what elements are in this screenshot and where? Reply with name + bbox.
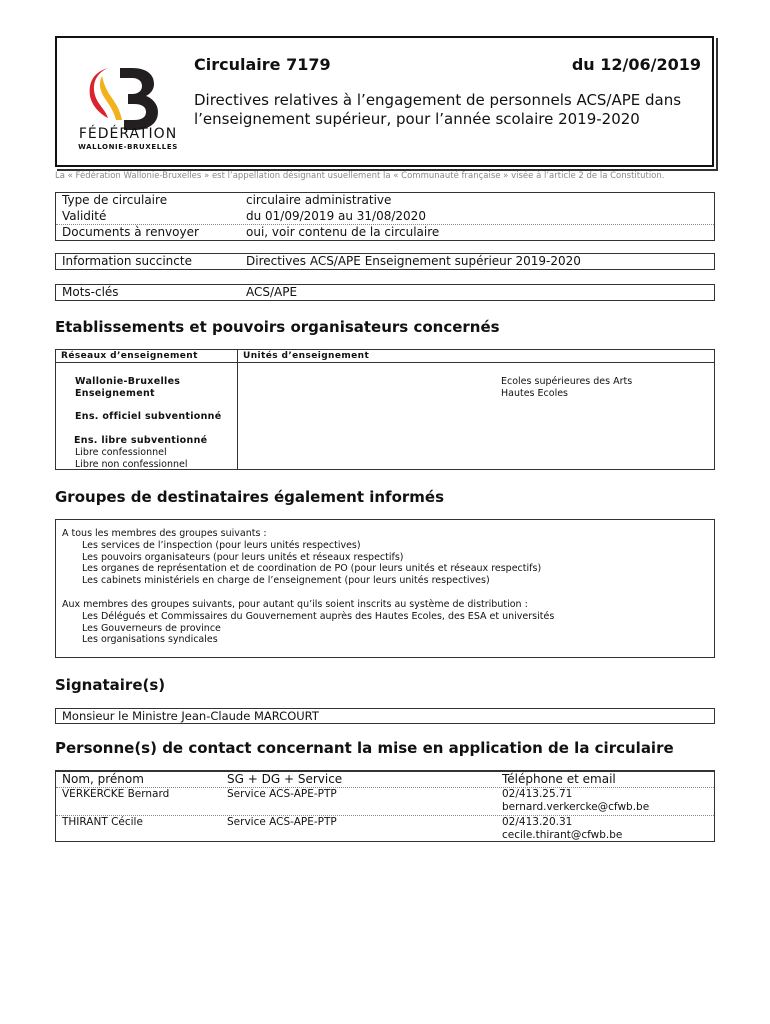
groups-item: Les services de l’inspection (pour leurs unités respectives) [82, 540, 361, 551]
logo-federation-text: FÉDÉRATION [78, 126, 178, 142]
info-label: Mots-clés [62, 285, 119, 299]
logo-wallonie-bruxelles-text: WALLONIE-BRUXELLES [78, 143, 178, 151]
info-row-keywords [56, 285, 714, 300]
info-label: Validité [62, 209, 107, 223]
info-value: oui, voir contenu de la circulaire [246, 225, 440, 239]
keywords-table [55, 284, 715, 301]
groups-item: Les pouvoirs organisateurs (pour leurs unités et réseaux respectifs) [82, 552, 404, 563]
circular-title: Directives relatives à l’engagement de personnels ACS/APE dans l’enseignement supérieur, pour l’année scolaire 2019-2020 [194, 91, 682, 128]
groups-intro-2: Aux membres des groupes suivants, pour autant qu’ils soient inscrits au système de distribution : [62, 599, 528, 610]
info-label: Information succincte [62, 254, 192, 268]
info-value: ACS/APE [246, 285, 298, 299]
establishments-title: Etablissements et pouvoirs organisateurs concernés [55, 318, 500, 336]
groups-item: Les organes de représentation et de coordination de PO (pour leurs unités et réseaux respectifs) [82, 563, 542, 574]
signatory-title: Signataire(s) [55, 676, 166, 694]
contact-phone: 02/413.25.71 [502, 788, 573, 800]
info-value: Directives ACS/APE Enseignement supérieur 2019-2020 [246, 254, 581, 268]
table-header-line [56, 362, 714, 363]
contacts-title: Personne(s) de contact concernant la mise en application de la circulaire [55, 739, 674, 757]
info-row-validity [56, 209, 714, 225]
info-row-summary [56, 254, 714, 269]
contact-phone: 02/413.20.31 [502, 816, 573, 828]
info-row-type [56, 193, 714, 209]
col-networks-header: Réseaux d’enseignement [61, 351, 198, 361]
info-value: du 01/09/2019 au 31/08/2020 [246, 209, 426, 223]
network-wb-line1: Wallonie-Bruxelles [75, 376, 181, 387]
info-value: circulaire administrative [246, 193, 392, 207]
network-wb-line2: Enseignement [75, 388, 155, 399]
groups-intro-1: A tous les membres des groupes suivants : [62, 528, 267, 539]
network-official: Ens. officiel subventionné [75, 411, 222, 422]
col-name-header: Nom, prénom [62, 772, 144, 786]
col-service-header: SG + DG + Service [227, 772, 343, 786]
network-free-confessional: Libre confessionnel [75, 447, 167, 458]
network-free-nonconfessional: Libre non confessionnel [75, 459, 188, 470]
groups-item: Les Gouverneurs de province [82, 623, 221, 634]
info-label: Type de circulaire [62, 193, 168, 207]
contact-email[interactable]: cecile.thirant@cfwb.be [502, 829, 623, 841]
summary-table [55, 253, 715, 270]
info-label: Documents à renvoyer [62, 225, 199, 239]
network-free: Ens. libre subventionné [74, 435, 208, 446]
table-row-separator [56, 815, 714, 816]
unit-arts: Ecoles supérieures des Arts [501, 376, 633, 387]
signatory-name: Monsieur le Ministre Jean-Claude MARCOURT [55, 708, 715, 724]
circular-number: Circulaire 7179 [194, 55, 331, 74]
col-phone-header: Téléphone et email [502, 772, 616, 786]
contact-service: Service ACS-APE-PTP [227, 788, 337, 800]
groups-item: Les Délégués et Commissaires du Gouvernement auprès des Hautes Ecoles, des ESA et universités [82, 611, 555, 622]
groups-item: Les organisations syndicales [82, 634, 218, 645]
contact-name: THIRANT Cécile [62, 816, 143, 828]
table-divider [237, 349, 238, 470]
info-table [55, 192, 715, 241]
contact-service: Service ACS-APE-PTP [227, 816, 337, 828]
info-row-documents [56, 225, 714, 240]
contact-email[interactable]: bernard.verkercke@cfwb.be [502, 801, 650, 813]
groups-item: Les cabinets ministériels en charge de l’enseignement (pour leurs unités respectives) [82, 575, 490, 586]
contact-name: VERKERCKE Bernard [62, 788, 170, 800]
col-units-header: Unités d’enseignement [243, 351, 370, 361]
disclaimer: La « Fédération Wallonie-Bruxelles » est l’appellation désignant usuellement la « Communauté française » visée à l’article 2 de la Constitution. [55, 171, 665, 181]
groups-title: Groupes de destinataires également informés [55, 488, 444, 506]
circular-date: du 12/06/2019 [571, 55, 701, 74]
unit-hautes-ecoles: Hautes Ecoles [501, 388, 568, 399]
